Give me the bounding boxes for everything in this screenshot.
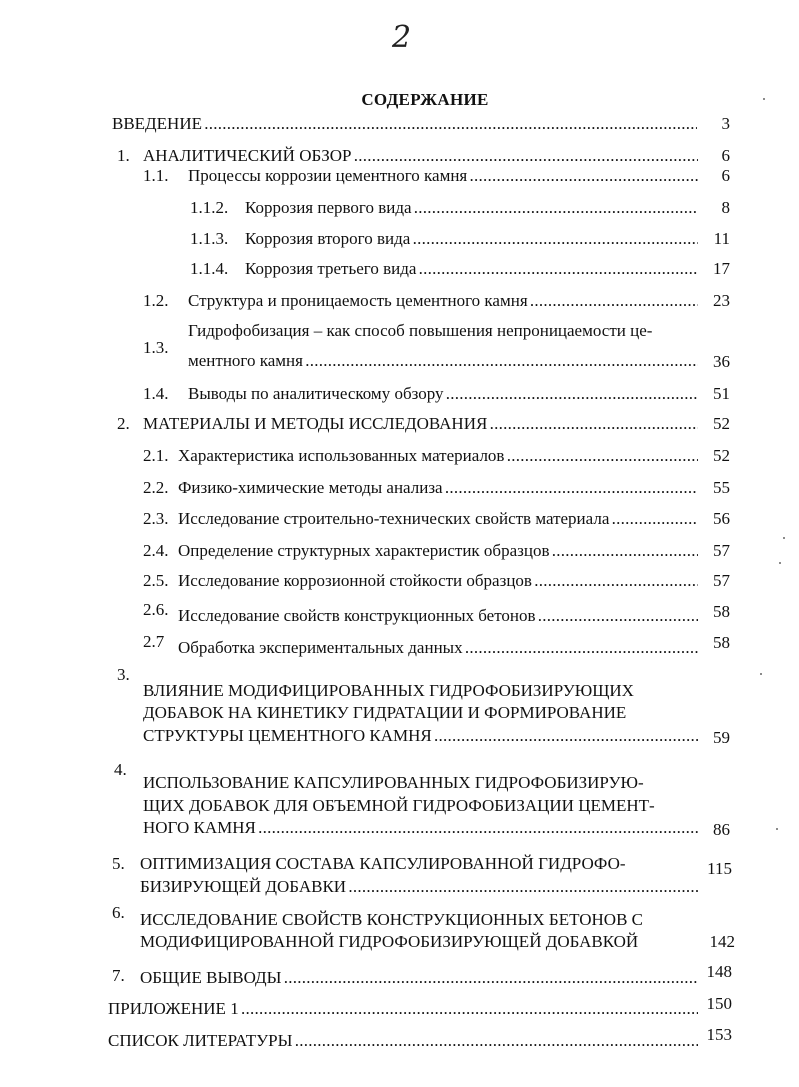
toc-entry-page: 142 bbox=[709, 932, 735, 951]
toc-entry-page: 52 bbox=[713, 446, 730, 465]
toc-entry-page: 150 bbox=[706, 994, 732, 1013]
scan-speck bbox=[776, 828, 778, 830]
toc-entry-page: 58 bbox=[713, 633, 730, 652]
page-number: 2 bbox=[392, 20, 412, 55]
toc-entry-number: 7. bbox=[112, 966, 125, 985]
toc-entry-page: 52 bbox=[713, 414, 730, 433]
toc-entry-text: Физико-химические методы анализа . . . bbox=[178, 477, 698, 499]
toc-entry-number: 1.2. bbox=[143, 291, 169, 310]
toc-entry-text-line2: ментного камня . . . bbox=[188, 350, 698, 372]
toc-entry-page: 23 bbox=[713, 291, 730, 310]
toc-entry-text: Исследование строительно-технических свойств материала . . . bbox=[178, 508, 698, 530]
scan-speck bbox=[763, 98, 765, 100]
toc-entry-page: 56 bbox=[713, 509, 730, 528]
toc-entry-page: 11 bbox=[713, 229, 730, 248]
toc-entry-number: 1.1. bbox=[143, 166, 169, 185]
toc-entry-number: 2.6. bbox=[143, 600, 169, 619]
toc-entry-number: 5. bbox=[112, 854, 125, 873]
toc-entry-text-line2: ДОБАВОК НА КИНЕТИКУ ГИДРАТАЦИИ И ФОРМИРОВАНИЕ bbox=[143, 703, 627, 722]
toc-entry-page: 3 bbox=[721, 114, 730, 133]
toc-entry-page: 55 bbox=[713, 478, 730, 497]
scan-speck bbox=[779, 562, 781, 564]
toc-entry-page: 57 bbox=[713, 541, 730, 560]
toc-entry-text: Определение структурных характеристик образцов . . . bbox=[178, 540, 698, 562]
toc-entry-text: СПИСОК ЛИТЕРАТУРЫ . . . bbox=[108, 1030, 698, 1052]
toc-entry-number: 2.4. bbox=[143, 541, 169, 560]
toc-entry-number: 2.2. bbox=[143, 478, 169, 497]
toc-entry-page: 36 bbox=[713, 352, 730, 371]
toc-entry-text: МАТЕРИАЛЫ И МЕТОДЫ ИССЛЕДОВАНИЯ . . . bbox=[143, 413, 698, 435]
toc-entry-text: ВВЕДЕНИЕ . . . bbox=[112, 113, 697, 135]
toc-entry-page: 59 bbox=[713, 728, 730, 747]
toc-entry-page: 57 bbox=[713, 571, 730, 590]
toc-entry-text-line3: СТРУКТУРЫ ЦЕМЕНТНОГО КАМНЯ . . . bbox=[143, 724, 698, 748]
toc-entry-number: 2.1. bbox=[143, 446, 169, 465]
toc-entry-number: 1.4. bbox=[143, 384, 169, 403]
toc-entry-text: Обработка экспериментальных данных . . . bbox=[178, 637, 698, 659]
toc-entry-text-line2: ЩИХ ДОБАВОК ДЛЯ ОБЪЕМНОЙ ГИДРОФОБИЗАЦИИ ЦЕМЕНТ- bbox=[143, 796, 655, 815]
toc-entry-text: Исследование коррозионной стойкости образцов . . . bbox=[178, 570, 698, 592]
toc-entry-number: 2. bbox=[117, 414, 130, 433]
toc-entry-text-line3: НОГО КАМНЯ . . . bbox=[143, 816, 698, 840]
toc-entry-number: 2.5. bbox=[143, 571, 169, 590]
toc-entry-number: 6. bbox=[112, 903, 125, 922]
toc-entry-page: 58 bbox=[713, 602, 730, 621]
toc-entry-number: 3. bbox=[117, 665, 130, 684]
toc-entry-text-line1: Гидрофобизация – как способ повышения непроницаемости це- bbox=[188, 321, 653, 340]
toc-entry-text: Коррозия первого вида . . . bbox=[245, 197, 698, 219]
toc-entry-number: 1.1.2. bbox=[190, 198, 229, 217]
toc-entry-page: 17 bbox=[713, 259, 730, 278]
toc-entry-text-line1: ИСПОЛЬЗОВАНИЕ КАПСУЛИРОВАННЫХ ГИДРОФОБИЗИРУЮ- bbox=[143, 773, 644, 792]
toc-entry-number: 4. bbox=[114, 760, 127, 779]
toc-entry-text: Коррозия третьего вида . . . bbox=[245, 258, 698, 280]
toc-entry-text-line1: ИССЛЕДОВАНИЕ СВОЙСТВ КОНСТРУКЦИОННЫХ БЕТОНОВ С bbox=[140, 910, 643, 929]
toc-entry-page: 153 bbox=[706, 1025, 732, 1044]
toc-entry-number: 1.1.3. bbox=[190, 229, 229, 248]
toc-entry-page: 148 bbox=[706, 962, 732, 981]
toc-entry-page: 8 bbox=[721, 198, 730, 217]
toc-entry-page: 86 bbox=[713, 820, 730, 839]
toc-entry-text-line1: ВЛИЯНИЕ МОДИФИЦИРОВАННЫХ ГИДРОФОБИЗИРУЮЩИХ bbox=[143, 681, 634, 700]
toc-entry-text: ОБЩИЕ ВЫВОДЫ . . . bbox=[140, 967, 698, 989]
toc-entry-number: 1.1.4. bbox=[190, 259, 229, 278]
toc-entry-text: ПРИЛОЖЕНИЕ 1 . . . bbox=[108, 998, 698, 1020]
toc-entry-number: 1. bbox=[117, 146, 130, 165]
scan-speck bbox=[760, 673, 762, 675]
toc-entry-text-line1: ОПТИМИЗАЦИЯ СОСТАВА КАПСУЛИРОВАННОЙ ГИДРОФО- bbox=[140, 854, 626, 873]
toc-entry-page: 6 bbox=[721, 146, 730, 165]
toc-entry-text-line2: БИЗИРУЮЩЕЙ ДОБАВКИ . . . bbox=[140, 875, 698, 899]
toc-entry-text: Коррозия второго вида . . . bbox=[245, 228, 698, 250]
scan-speck bbox=[783, 537, 785, 539]
toc-entry-text: Выводы по аналитическому обзору . . . bbox=[188, 383, 698, 405]
toc-entry-page: 51 bbox=[713, 384, 730, 403]
toc-entry-number: 2.7 bbox=[143, 632, 165, 651]
toc-entry-text: Структура и проницаемость цементного камня . . . bbox=[188, 290, 698, 312]
toc-entry-text-line2: МОДИФИЦИРОВАННОЙ ГИДРОФОБИЗИРУЮЩЕЙ ДОБАВКОЙ bbox=[140, 932, 639, 951]
toc-entry-text: АНАЛИТИЧЕСКИЙ ОБЗОР . . . bbox=[143, 145, 698, 167]
toc-entry-page: 6 bbox=[721, 166, 730, 185]
toc-entry-number: 1.3. bbox=[143, 338, 169, 357]
toc-entry-number: 2.3. bbox=[143, 509, 169, 528]
page-title: СОДЕРЖАНИЕ bbox=[361, 90, 489, 109]
toc-entry-text: Исследование свойств конструкционных бетонов . . . bbox=[178, 605, 698, 627]
toc-entry-text: Характеристика использованных материалов . . . bbox=[178, 445, 698, 467]
toc-entry-text: Процессы коррозии цементного камня . . . bbox=[188, 165, 698, 187]
toc-entry-page: 115 bbox=[707, 859, 732, 878]
